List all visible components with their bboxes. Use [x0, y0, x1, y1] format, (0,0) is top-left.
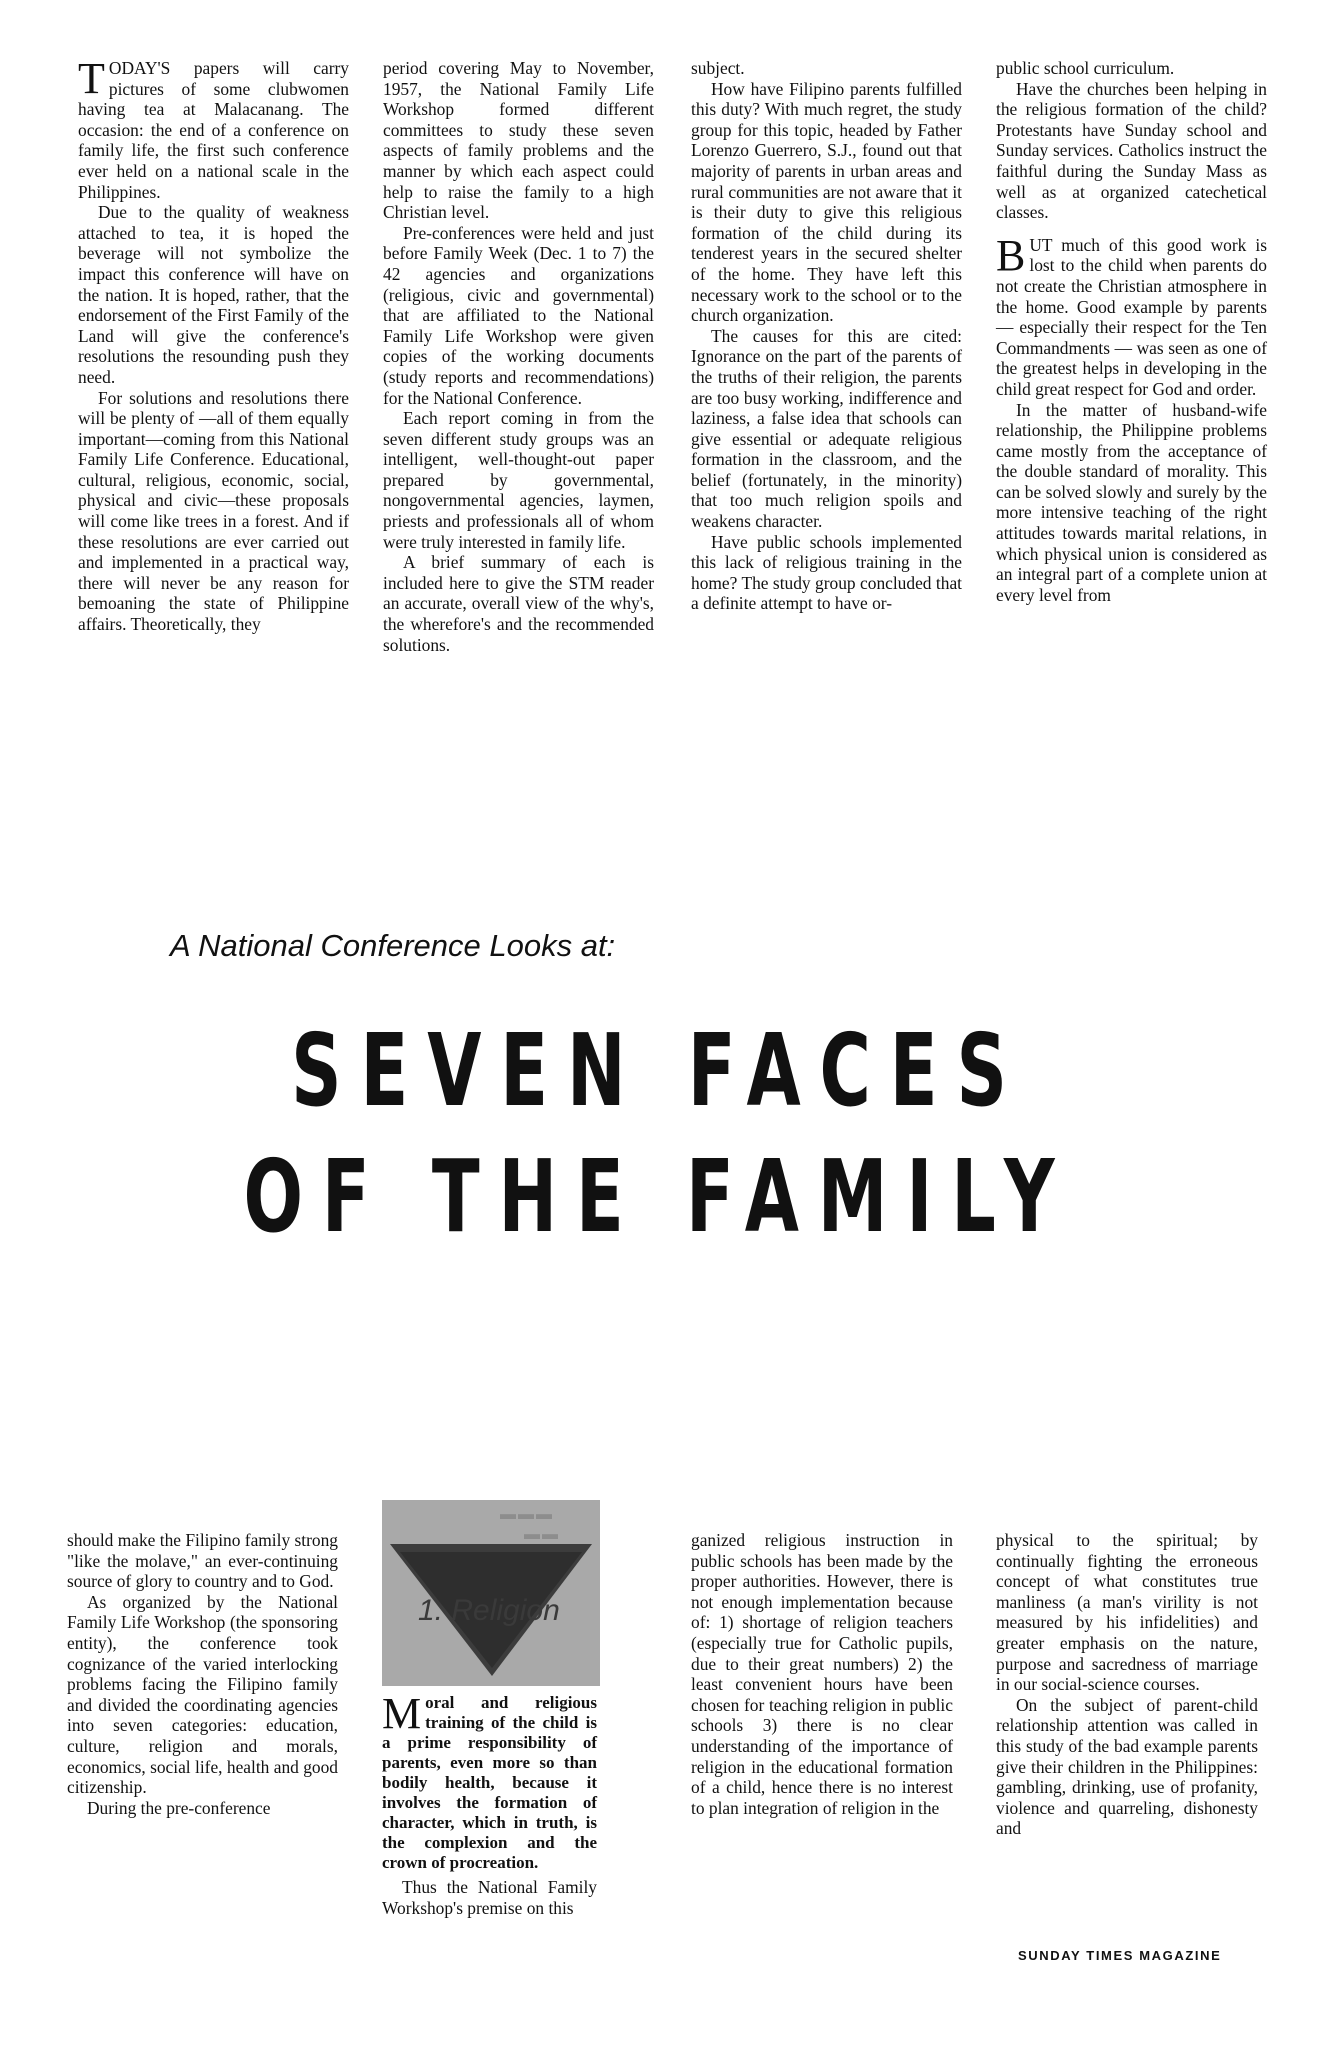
paragraph: Pre-conferences were held and just before Family Week (Dec. 1 to 7) the 42 agencies and organizations (religious, civic and governmental) that are affiliated to the National Family Life Workshop were given copies of the working documents (study reports and recommendations) for the National Conference. [383, 222, 654, 408]
paragraph: During the pre-conference [87, 1797, 271, 1818]
bottom-column-2-tail [382, 1877, 597, 1918]
paragraph: Each report coming in from the seven different study groups was an intelligent, well-thought-out paper prepared by governmental, nongovernmental agencies, laymen, priests and professionals all of whom were truly interested in family life. [383, 408, 654, 552]
headline-line-1: SEVEN FACES [291, 1012, 1026, 1129]
headline-line-2: OF THE FAMILY [243, 1138, 1074, 1255]
top-column-3 [691, 58, 962, 614]
top-column-1 [78, 54, 349, 635]
paragraph: Have public schools implemented this lack of religious training in the home? The study group concluded that a definite attempt to have or- [691, 531, 962, 614]
paragraph: Due to the quality of weakness attached to tea, it is hoped the beverage will not symbolize the impact this conference will have on the nation. It is hoped, rather, that the endorsement of the First Family of the Land will give the conference's resolutions the resounding push they need. [78, 202, 349, 387]
section-photo [382, 1500, 600, 1686]
paragraph: public school curriculum. [996, 58, 1175, 78]
paragraph: TODAY'S papers will carry pictures of some clubwomen having tea at Malacanang. The occasion: the end of a conference on family life, the first such conference ever held on a national scale in the Philippines. [78, 54, 349, 202]
dropcap: B [996, 230, 1026, 280]
photo-texture: ▬▬▬ [500, 1506, 554, 1523]
paragraph: ganized religious instruction in public schools has been made by the proper authorities. However, there is not enough implementation because of: 1) shortage of religion teachers (especially true for Catholic pupils, due to their great numbers) 2) the least convenient hours have been chosen for teaching religion in public schools 3) there is no clear understanding of the importance of religion in the educational formation of a child, hence there is no interest to plan integration of religion in the [691, 1530, 953, 1818]
paragraph: subject. [691, 58, 745, 78]
paragraph: On the subject of parent-child relationship attention was called in this study of the bad example parents give their children in the Philippines: gambling, drinking, use of profanity, violence and quarreling, dishonesty and [996, 1694, 1258, 1839]
paragraph: physical to the spiritual; by continually fighting the erroneous concept of what constitutes true manliness (a man's virility is not measured by his infidelities) and greater emphasis on the nature, purpose and sacredness of marriage in our social-science courses. [996, 1530, 1258, 1695]
dropcap: T [78, 54, 105, 103]
bottom-column-4 [996, 1530, 1258, 1839]
paragraph: period covering May to November, 1957, the National Family Life Workshop formed different committees to study these seven aspects of family problems and the manner by which each aspect could help to raise the family to a high Christian level. [383, 58, 654, 223]
paragraph: As organized by the National Family Life Workshop (the sponsoring entity), the conference took cognizance of the varied interlocking problems facing the Filipino family and divided the coordinating agencies into seven categories: education, culture, religion and morals, economics, social life, health and good citizenship. [67, 1591, 338, 1798]
bottom-column-1 [67, 1530, 338, 1818]
dropcap: M [382, 1689, 422, 1738]
top-column-4 [996, 58, 1267, 605]
paragraph: Thus the National Family Workshop's premise on this [382, 1877, 597, 1918]
paragraph: A brief summary of each is included here to give the STM reader an accurate, overall view of the why's, the wherefore's and the recommended solutions. [383, 552, 654, 655]
paragraph: should make the Filipino family strong "like the molave," an ever-continuing source of glory to country and to God. [67, 1530, 338, 1592]
section-lead [382, 1689, 597, 1873]
paragraph: For solutions and resolutions there will be plenty of —all of them equally important—coming from this National Family Life Conference. Educational, cultural, religious, economic, social, physical and civic—these proposals will come like trees in a forest. And if these resolutions are ever carried out and implemented in a practical way, there will never be any reason for bemoaning the state of Philippine affairs. Theoretically, they [78, 387, 349, 635]
bottom-column-3 [691, 1530, 953, 1818]
publication-footer: SUNDAY TIMES MAGAZINE [1018, 1948, 1222, 1963]
paragraph: In the matter of husband-wife relationship, the Philippine problems came mostly from the acceptance of the double standard of morality. This can be solved slowly and surely by the more intensive teaching of the right attitudes towards marital relations, in which physical union is considered as an integral part of a complete union at every level from [996, 399, 1267, 605]
photo-caption: 1. Religion [418, 1594, 560, 1627]
chevron-graphic [382, 1500, 600, 1686]
paragraph: The causes for this are cited: Ignorance on the part of the parents of the truths of their religion, the parents are too busy working, indifference and laziness, a false idea that schools can give essential or adequate religious formation in the classroom, and the belief (fortunately, in the minority) that too much religion spoils and weakens character. [691, 325, 962, 532]
paragraph: BUT much of this good work is lost to the child when parents do not create the Christian atmosphere in the home. Good example by parents — especially their respect for the Ten Commandments — was seen as one of the greatest helps in developing in the child great respect for God and order. [996, 230, 1267, 399]
paragraph: Have the churches been helping in the religious formation of the child? Protestants have Sunday school and Sunday services. Catholics instruct the faithful during the Sunday Mass as well as at organized catechetical classes. [996, 78, 1267, 223]
photo-texture: ▬▬ [524, 1526, 560, 1543]
paragraph: How have Filipino parents fulfilled this duty? With much regret, the study group for this topic, headed by Father Lorenzo Guerrero, S.J., found out that majority of parents in urban areas and rural communities are not aware that it is their duty to give this religious formation of the child during its tenderest years in the secured shelter of the home. They have left this necessary work to the school or to the church organization. [691, 78, 962, 326]
kicker: A National Conference Looks at: [170, 928, 616, 963]
top-column-2 [383, 58, 654, 655]
lead-paragraph: Moral and religious training of the child is a prime responsibility of parents, even more so than bodily health, because it involves the formation of character, which in truth, is the complexion and the crown of procreation. [382, 1689, 597, 1872]
